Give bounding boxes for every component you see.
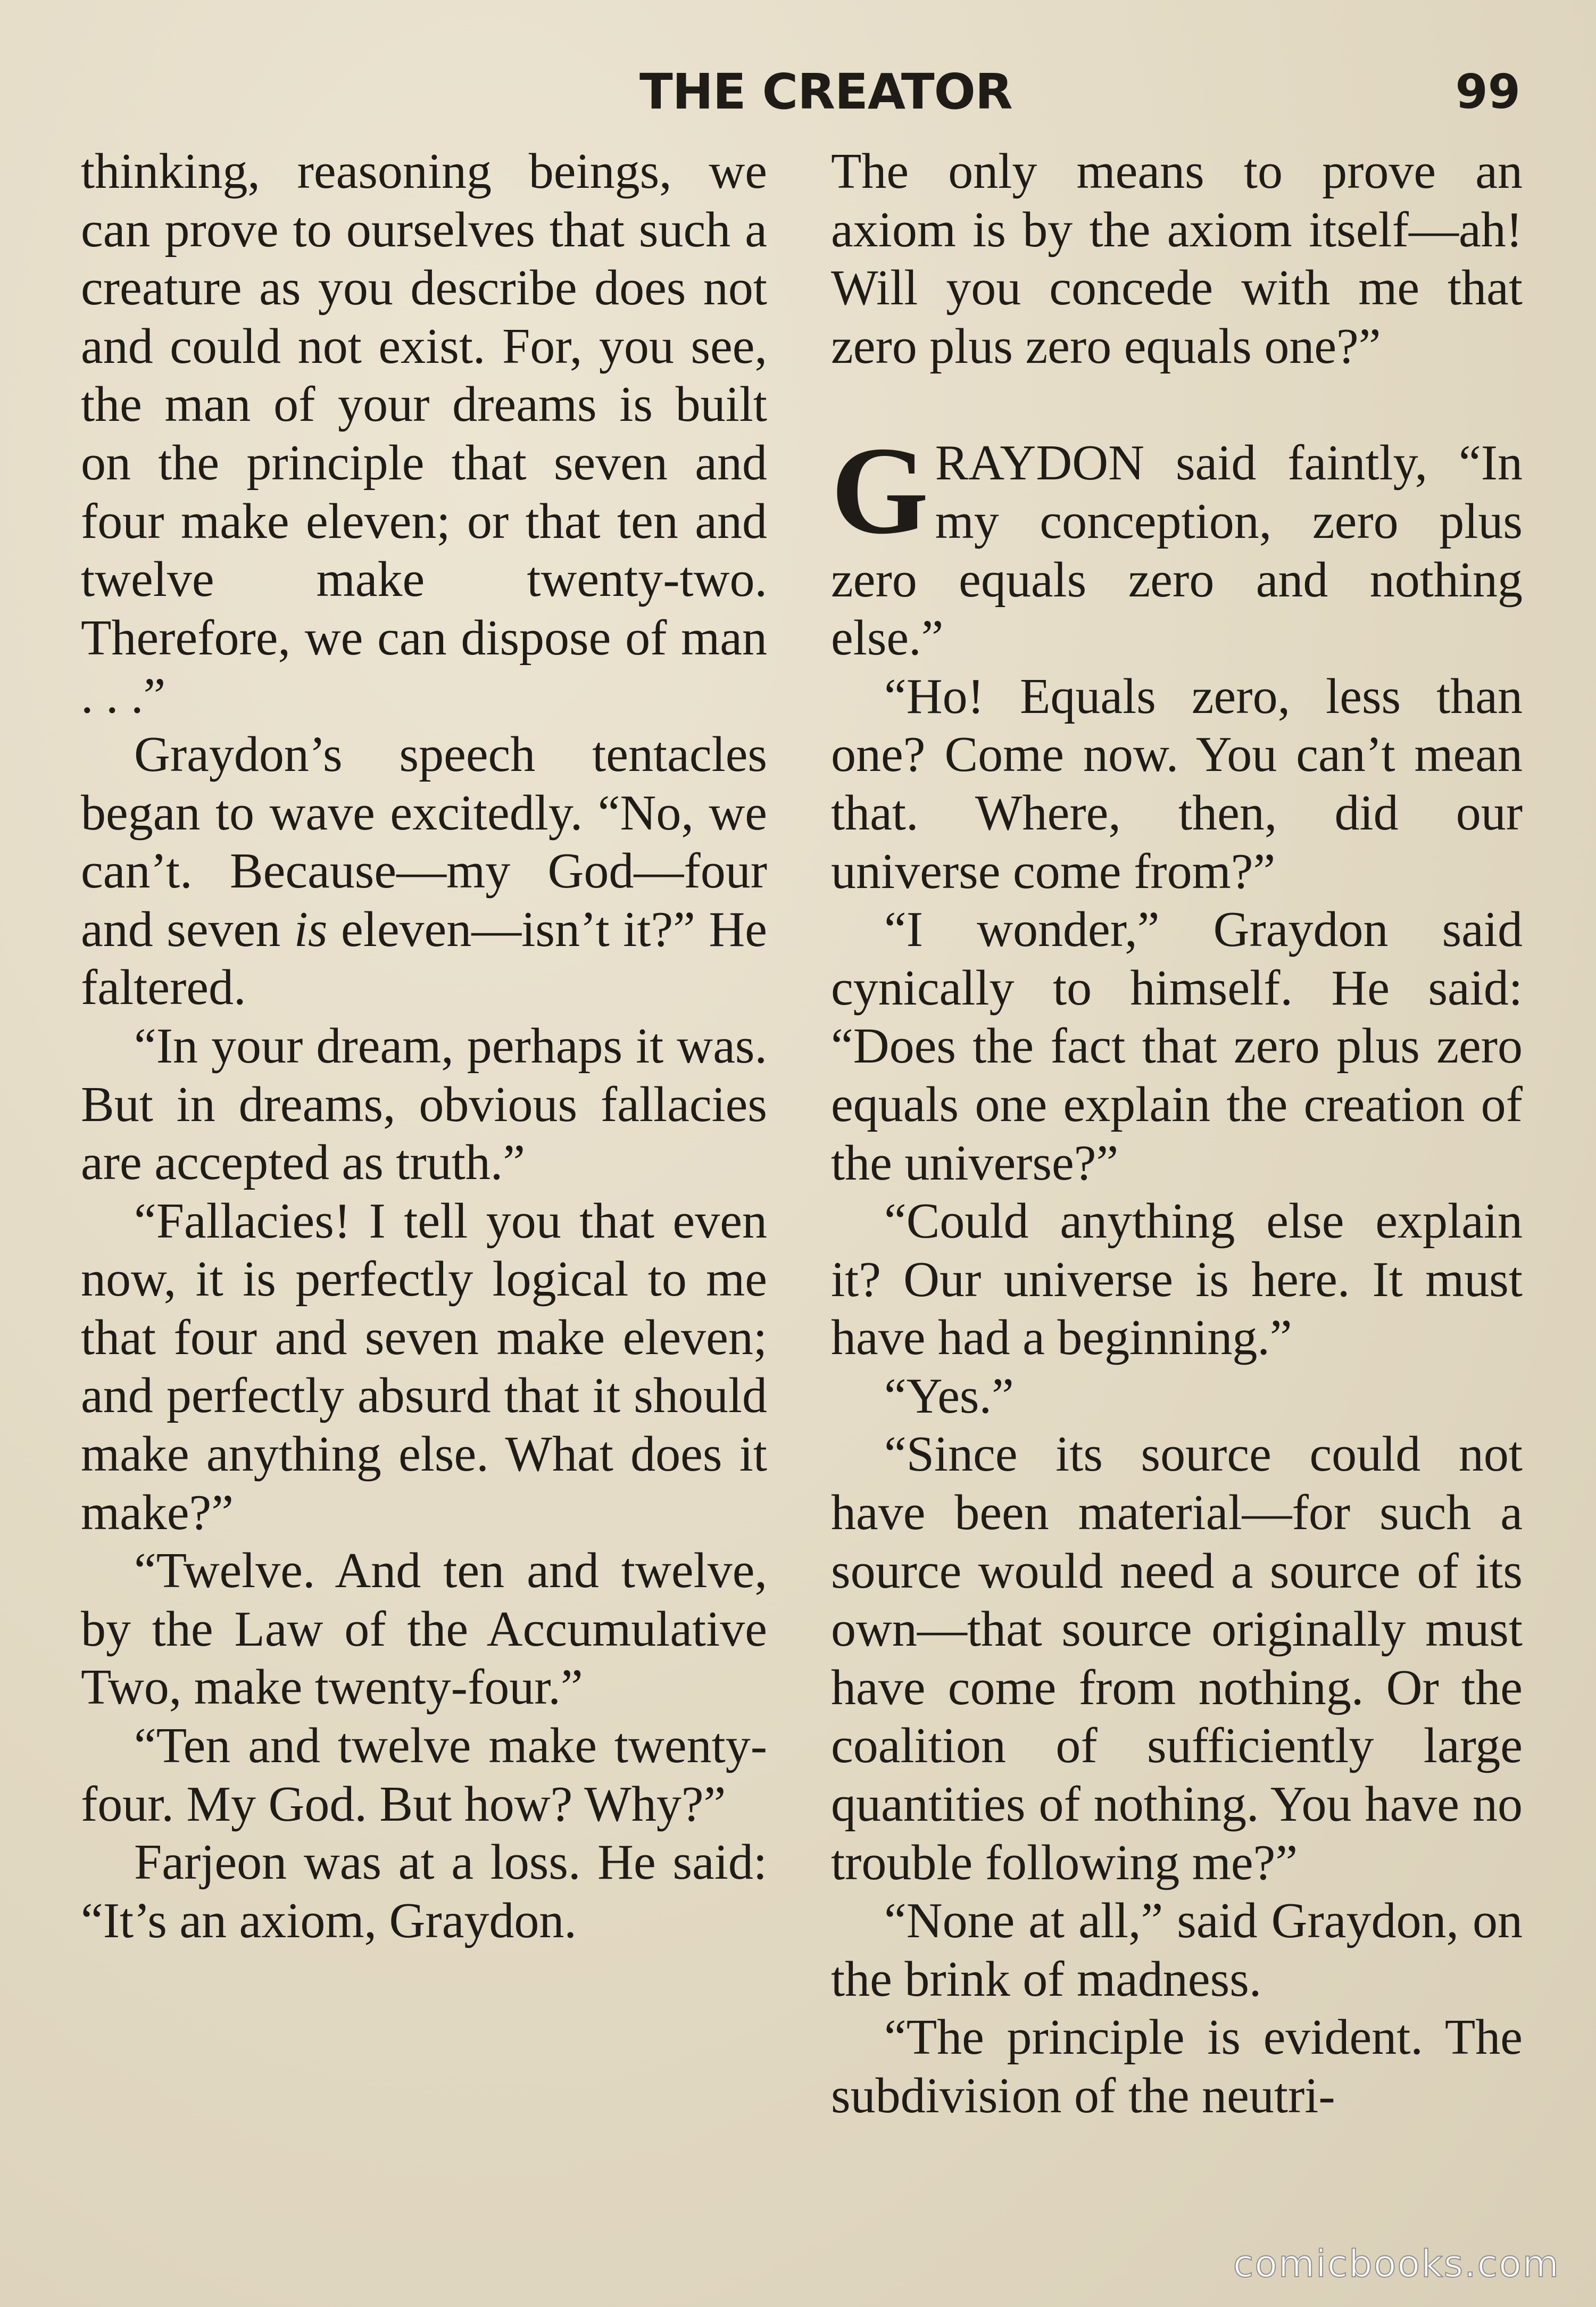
- paragraph: “Yes.”: [884, 1368, 1014, 1424]
- watermark: comicbooks.com: [1233, 2242, 1560, 2286]
- paragraph: The only means to prove an axiom is by the axiom itself—ah! Will you concede with me that zero plus zero equals one?”: [831, 144, 1523, 374]
- paragraph: “I wonder,” Graydon said cynically to himself. He said: “Does the fact that zero plus zero equals one explain the creation of the universe?”: [831, 902, 1523, 1191]
- paragraph-text: eleven—isn’t it?” He faltered.: [81, 901, 768, 1016]
- page-header: [0, 57, 1596, 127]
- paragraph: [81, 726, 767, 1017]
- left-column: [81, 143, 767, 1950]
- paragraph: “Ho! Equals zero, less than one? Come now. You can’t mean that. Where, then, did our universe come from?”: [831, 668, 1523, 899]
- right-column: [831, 143, 1523, 2126]
- paragraph: “Since its source could not have been material—for such a source would need a source of its own—that source originally must have come from nothing. Or the coalition of sufficiently large quantities of nothing. You have no trouble following me?”: [831, 1426, 1523, 1890]
- paragraph: thinking, reasoning beings, we can prove to ourselves that such a creature as you describe does not and could not exist. For, you see, the man of your dreams is built on the principle that seven and four make eleven; or that ten and twelve make twenty-two. Therefore, we can dispose of man . . .”: [81, 144, 767, 724]
- paragraph: “Twelve. And ten and twelve, by the Law of the Accumulative Two, make twenty-four.”: [81, 1543, 767, 1715]
- paragraph-text: Graydon’s speech tentacles began to wave excitedly. “No, we can’t. Because—my God—four and seven: [81, 726, 767, 957]
- paragraph-text: RAYDON said faintly, “In my conception, zero plus zero equals zero and nothing else.”: [831, 435, 1523, 666]
- drop-cap: G: [831, 421, 929, 561]
- emphasis-text: is: [294, 901, 328, 957]
- running-title: THE CREATOR: [639, 63, 1012, 120]
- paragraph: “Fallacies! I tell you that even now, it is perfectly logical to me that four and seven make eleven; and perfectly absurd that it should make anything else. What does it make?”: [81, 1193, 767, 1540]
- paragraph: “Could anything else explain it? Our universe is here. It must have had a beginning.”: [831, 1193, 1523, 1366]
- paragraph: “Ten and twelve make twenty-four. My God. But how? Why?”: [81, 1718, 767, 1832]
- page-number: 99: [1455, 64, 1520, 119]
- paragraph: [831, 421, 1523, 667]
- paragraph: “In your dream, perhaps it was. But in dreams, obvious fallacies are accepted as truth.”: [81, 1018, 767, 1191]
- paragraph: “The principle is evident. The subdivision of the neutri-: [831, 2010, 1523, 2123]
- paragraph: Farjeon was at a loss. He said: “It’s an axiom, Graydon.: [81, 1835, 767, 1948]
- paragraph: “None at all,” said Graydon, on the brink of madness.: [831, 1893, 1523, 2007]
